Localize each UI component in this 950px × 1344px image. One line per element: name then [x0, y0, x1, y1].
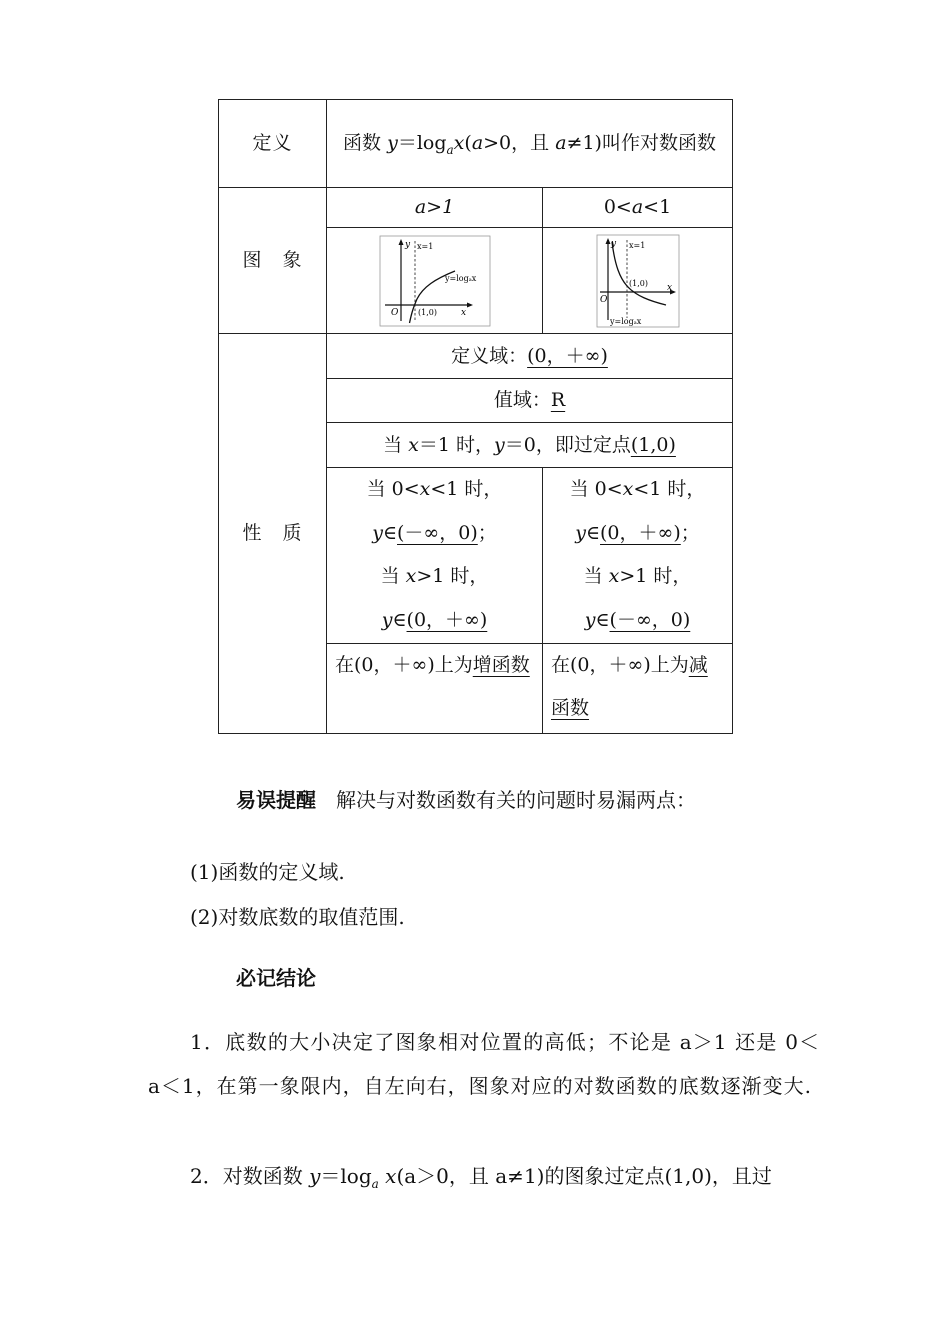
- graph-case-row: [219, 188, 733, 228]
- conclusion-paragraph-2: 2．对数函数 $y=\log_a$ x(a＞0，且 a≠1)的图象过定点(1,0)，且过: [190, 1164, 772, 1191]
- graph-plot-decreasing-cell: [543, 228, 733, 334]
- range-value: R: [550, 389, 566, 412]
- x-axis-label: x: [460, 307, 466, 318]
- monotonicity-left: 在(0，＋∞)上为增函数: [327, 643, 543, 733]
- fixed-point-value: (1,0): [630, 433, 676, 456]
- conclusion-paragraph-1: 1．底数的大小决定了图象相对位置的高低；不论是 a＞1 还是 0＜a＜1，在第一象限内，自左向右，图象对应的对数函数的底数逐渐变大.: [148, 1030, 820, 1098]
- y-axis-arrow: [398, 239, 403, 245]
- y-axis-arrow: [605, 238, 610, 244]
- reminder-title: 易误提醒: [236, 788, 316, 812]
- point-label: (1,0): [628, 278, 648, 288]
- asymptote-label: x=1: [628, 240, 645, 250]
- x-axis-arrow: [467, 302, 473, 307]
- fixed-point-cell: 当 x＝1 时，y＝0，即过定点(1,0): [327, 423, 733, 468]
- curve-label: y=logₐx: [444, 273, 476, 283]
- graph-plot-increasing-cell: [327, 228, 543, 334]
- log-graph-increasing: [379, 235, 491, 327]
- asymptote-label: x=1: [416, 241, 433, 251]
- x-axis-label: x: [666, 282, 672, 293]
- monotonicity-right: 在(0，＋∞)上为减函数: [543, 643, 733, 733]
- graph-header: 图 象: [219, 188, 327, 334]
- reminder-line: [236, 784, 696, 813]
- log-graph-decreasing: [596, 234, 680, 328]
- conclusions-title: 必记结论: [236, 966, 316, 990]
- point-label: (1,0): [417, 307, 437, 317]
- definition-header: 定义: [219, 100, 327, 188]
- definition-text: 函数 $y=\log_ax(a>0$，且 a≠1)叫作对数函数: [327, 100, 733, 188]
- properties-header: 性 质: [219, 334, 327, 734]
- log-curve-decreasing: [612, 242, 666, 305]
- reminder-text: 解决与对数函数有关的问题时易漏两点：: [336, 788, 696, 812]
- y-axis-label: y: [404, 239, 410, 250]
- curve-label: y=logₐx: [609, 316, 641, 326]
- range-cell: 值域：R: [327, 379, 733, 423]
- y-axis-label: y: [610, 238, 616, 249]
- decreasing-function: 减函数: [551, 653, 708, 720]
- case-a-gt-1: a>1: [327, 188, 543, 228]
- domain-value: (0，＋∞): [527, 344, 608, 367]
- definition-row: [219, 100, 733, 188]
- value-sign-right: 当 0<x<1 时， y∈(0，＋∞)； 当 x>1 时， y∈(－∞，0): [543, 468, 733, 644]
- case-a-lt-1: 0<a<1: [543, 188, 733, 228]
- origin-label: O: [390, 307, 398, 318]
- reminder-item-2: (2)对数底数的取值范围.: [190, 905, 405, 929]
- domain-row: [219, 334, 733, 379]
- value-sign-left: 当 0<x<1 时， y∈(－∞，0)； 当 x>1 时， y∈(0，＋∞): [327, 468, 543, 644]
- domain-cell: 定义域：(0，＋∞): [327, 334, 733, 379]
- log-function-properties-table: [218, 99, 733, 734]
- origin-label: O: [599, 294, 607, 305]
- reminder-item-1: (1)函数的定义域.: [190, 860, 345, 884]
- increasing-function: 增函数: [472, 653, 530, 676]
